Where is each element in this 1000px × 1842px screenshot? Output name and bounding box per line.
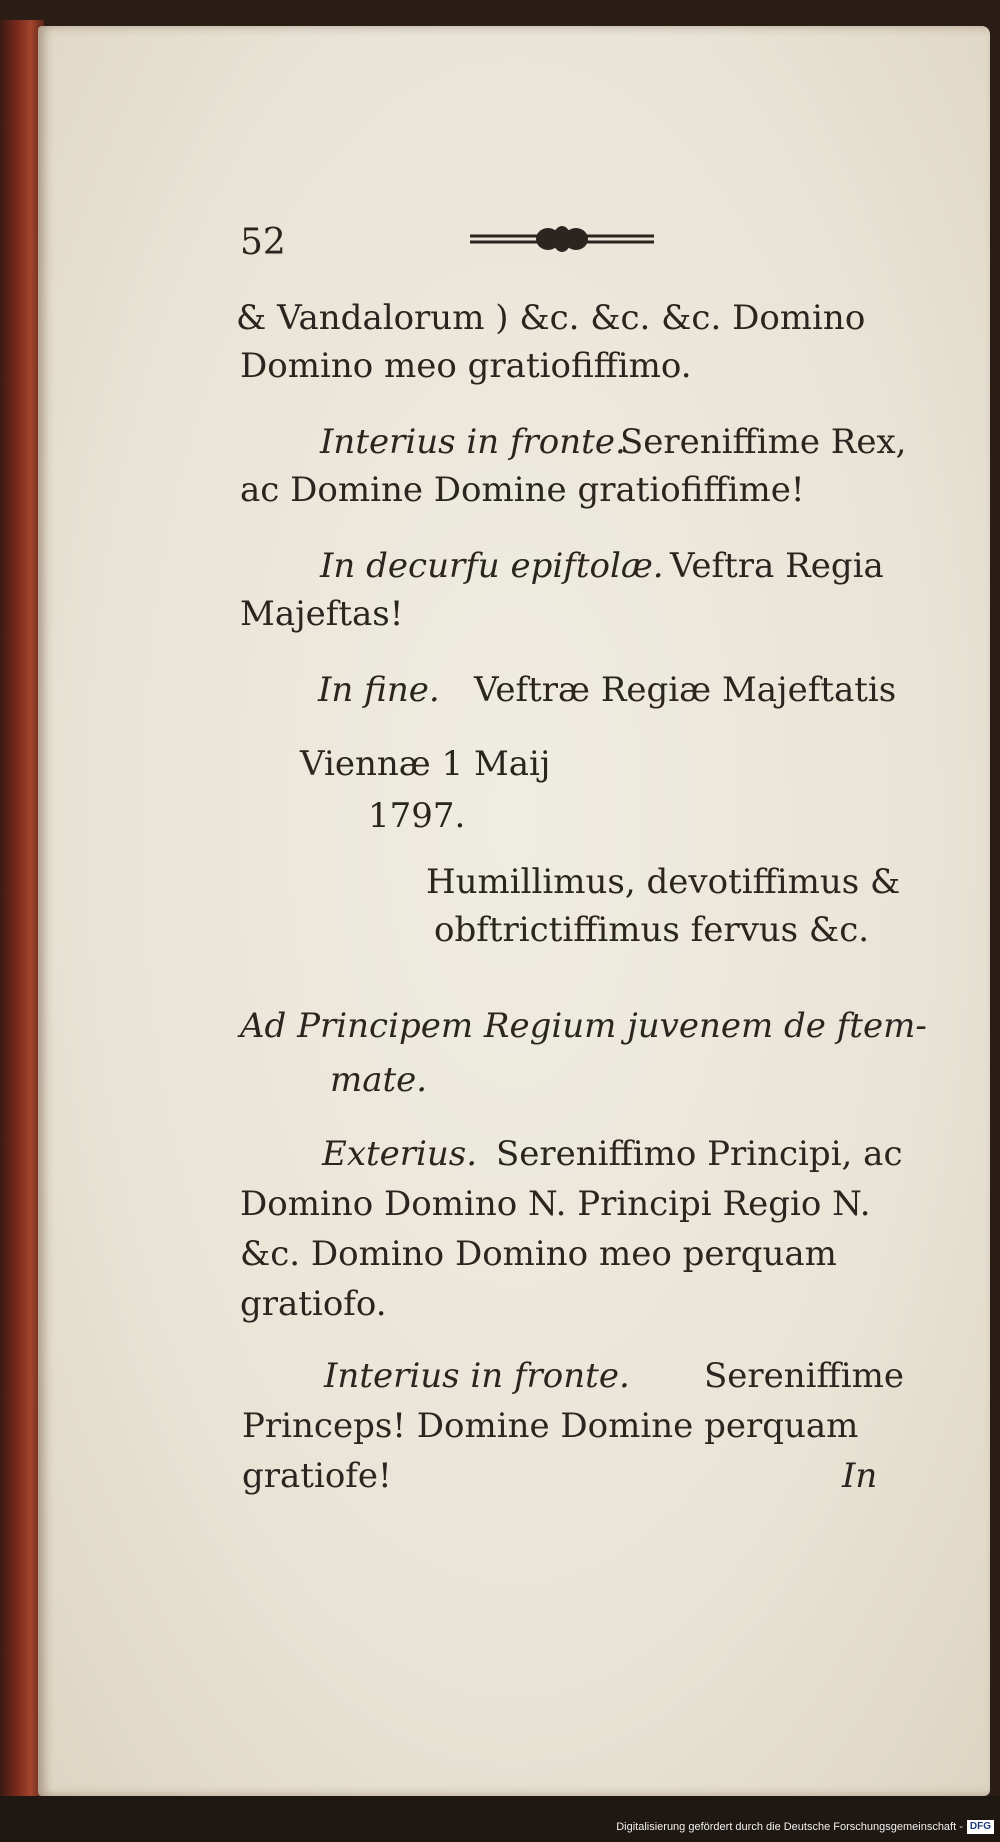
- section-heading: mate.: [330, 1060, 428, 1100]
- text-line: Sereniffime: [704, 1356, 904, 1396]
- scan-bottom-bar: [0, 1796, 1000, 1842]
- text-line: Humillimus, devotiffimus &: [426, 862, 901, 902]
- text-line: gratiofe!: [242, 1456, 392, 1496]
- text-line: Exterius.: [322, 1134, 478, 1174]
- catchword: In: [842, 1456, 878, 1496]
- text-line: &c. Domino Domino meo perquam: [240, 1234, 837, 1274]
- text-line: Veftra Regia: [670, 546, 884, 586]
- text-line: In decurfu epiftolæ.: [320, 546, 664, 586]
- text-line: ac Domine Domine gratiofiffime!: [240, 470, 805, 510]
- text-line: Princeps! Domine Domine perquam: [242, 1406, 859, 1446]
- text-line: Sereniffime Rex,: [620, 422, 907, 462]
- text-line: gratiofo.: [240, 1284, 387, 1324]
- text-line: Sereniffimo Principi, ac: [496, 1134, 903, 1174]
- digitization-credit: [616, 1820, 994, 1834]
- page-number: 52: [240, 222, 286, 263]
- text-line: In fine.: [318, 670, 440, 710]
- text-line: Veftræ Regiæ Majeftatis: [474, 670, 897, 710]
- text-line: 1797.: [368, 796, 466, 836]
- text-line: Majeftas!: [240, 594, 404, 634]
- header-ornament: [470, 224, 654, 254]
- text-line: Viennæ 1 Maij: [300, 744, 551, 784]
- text-line: Interius in fronte.: [324, 1356, 630, 1396]
- text-line: Domino meo gratiofiffimo.: [240, 346, 692, 386]
- text-line: obftrictiffimus fervus &c.: [434, 910, 870, 950]
- text-line: Domino Domino N. Principi Regio N.: [240, 1184, 871, 1224]
- credit-text: Digitalisierung gefördert durch die Deutsche Forschungsgemeinschaft -: [616, 1821, 963, 1833]
- dfg-logo: DFG: [967, 1820, 994, 1834]
- text-line: Interius in fronte.: [320, 422, 626, 462]
- text-line: & Vandalorum ) &c. &c. &c. Domino: [236, 298, 866, 338]
- section-heading: Ad Principem Regium juvenem de ftem-: [240, 1006, 927, 1046]
